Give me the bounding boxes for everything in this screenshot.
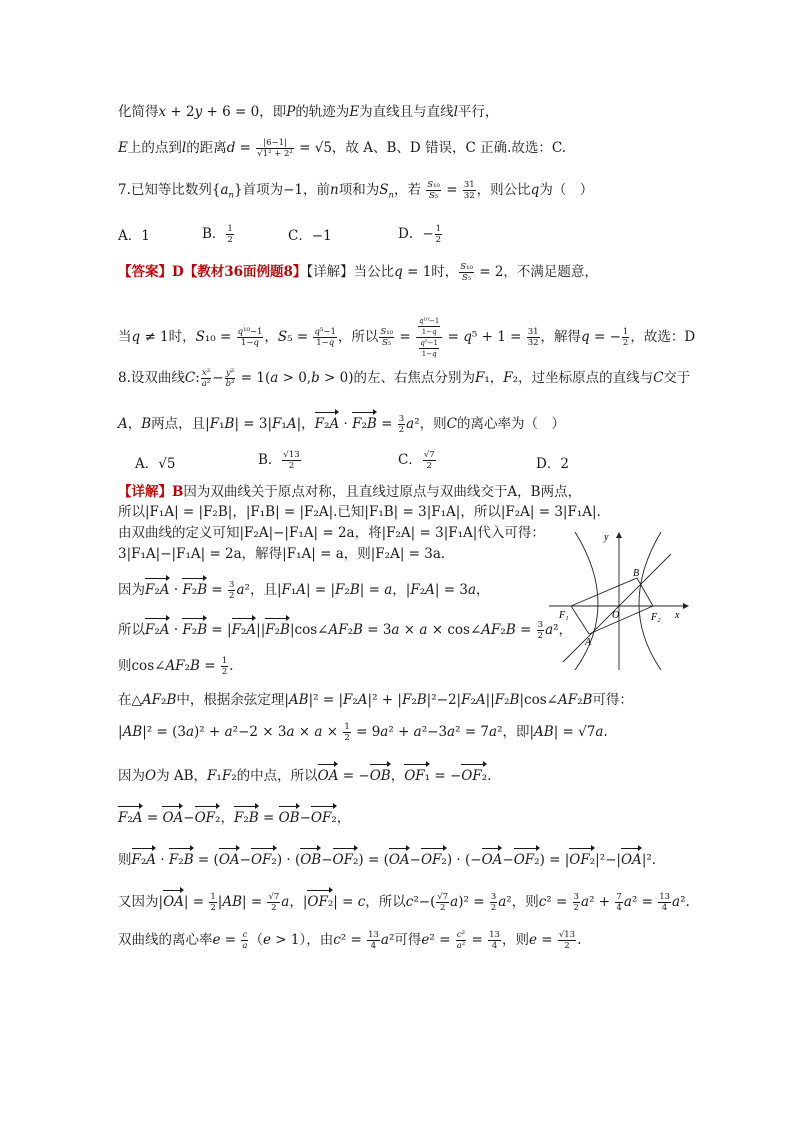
q8-s1: 因为双曲线关于原点对称，且直线过原点与双曲线交于A，B两点， bbox=[183, 484, 582, 500]
q7-solution-line: 当q ≠ 1时，S₁₀ = $\frac{\text{q¹⁰−1}}{1-q}$ ，S₅ = $\frac{\text{q⁵−1}}{1-q}$ ，所以 $\frac{\text{S₁₀}}{\text{S₅}}$ = $\frac{\frac{\text{q¹⁰−1}}{1-q}}{\frac{\text{q⁵−1}}{1-q}}$ = q⁵ + 1 = $\frac{31}{32}$ ，解得q = − $\frac{1}{2}$ ，故选：D bbox=[118, 317, 696, 358]
q8-option-a: A．√5 bbox=[135, 456, 176, 472]
q7-option-b: B． $\frac{1}{2}$ bbox=[202, 224, 233, 245]
q8-option-b: B． $\frac{√13}{2}$ bbox=[258, 450, 300, 471]
q8-solution-line-9: |AB|² = (3a)² + a²−2 × 3a × a × $\frac{1}{2}$ = 9a² + a²−3a² = 7a²，即|AB| = √7a. bbox=[118, 722, 608, 743]
line-through-origin bbox=[563, 554, 671, 662]
label-x: x bbox=[675, 610, 680, 621]
q7-answer-line: 【答案】D【教材36面例题8】【详解】当公比q = 1时， $\frac{\text{S₁₀}}{\text{S₅}}$ = 2，不满足题意， bbox=[118, 262, 598, 283]
q7-option-c: C．−1 bbox=[288, 228, 332, 244]
x-axis-arrow bbox=[683, 603, 689, 609]
q8-option-d: D．2 bbox=[536, 456, 569, 472]
hyperbola-figure bbox=[549, 530, 689, 670]
q8-detail-tag: 【详解】B bbox=[118, 484, 184, 500]
q8-solution-line-3: 由双曲线的定义可知|F₂A|−|F₁A| = 2a，将|F₂A| = 3|F₁A|代入可得： bbox=[118, 525, 545, 541]
q8-solution-line-14: 双曲线的离心率e = $\frac{c}{a}$ （e > 1），由c² = $\frac{13}{4}$ a²可得e² = $\frac{\text{c²}}{\text{a²}}$ = $\frac{13}{4}$ ，则e = $\frac{√13}{2}$ . bbox=[118, 930, 582, 951]
y-axis-arrow bbox=[616, 532, 622, 538]
q8-solution-line-5: 因为F₂A · F₂B = $\frac{3}{2}$ a²，且|F₁A| = |F₂B| = a，|F₂A| = 3a， bbox=[118, 576, 490, 601]
q8-solution-line-8: 在△AF₂B中，根据余弦定理|AB|² = |F₂A|² + |F₂B|²−2|F₂A||F₂B|cos∠AF₂B可得： bbox=[118, 692, 633, 708]
segment-f2-a bbox=[589, 606, 653, 634]
segment-f1-a bbox=[571, 606, 589, 634]
q7-option-d: D．− $\frac{1}{2}$ bbox=[398, 224, 442, 245]
q8-solution-line-11: F₂A = OA−OF₂，F₂B = OB−OF₂， bbox=[118, 804, 350, 828]
answer-tag: 【答案】D bbox=[118, 264, 184, 280]
q7-option-a: A．1 bbox=[118, 228, 150, 244]
detail-tag: 【详解】 bbox=[306, 264, 354, 280]
label-b: B bbox=[633, 568, 640, 579]
q8-solution-line-13: 又因为|OA| = $\frac{1}{2}$ |AB| = $\frac{√7}{2}$ a，|OF₂| = c，所以c²−( $\frac{√7}{2}$ a)² = $\frac{3}{2}$ a²，则c² = $\frac{3}{2}$ a² + $\frac{7}{4}$ a² = $\frac{13}{4}$ a². bbox=[118, 888, 690, 913]
label-o: O bbox=[612, 610, 620, 621]
text-line-1 bbox=[118, 102, 499, 122]
label-a: A bbox=[585, 637, 592, 648]
source-tag: 【教材36面例题8】 bbox=[183, 264, 307, 280]
question-8-stem-1: 8.设双曲线C: $\frac{\text{x²}}{\text{a²}}$ − $\frac{\text{y²}}{\text{b²}}$ = 1(a > 0,b > 0)的左、右焦点分别为F₁，F₂，过坐标原点的直线与C交于 bbox=[118, 368, 691, 389]
q8-option-c: C． $\frac{√7}{2}$ bbox=[398, 450, 435, 471]
label-y: y bbox=[604, 532, 609, 543]
q8-solution-line-12: 则F₂A · F₂B = (OA−OF₂) · (OB−OF₂) = (OA−OF₂) · (−OA−OF₂) = |OF₂|²−|OA|². bbox=[118, 846, 656, 870]
question-8-stem-2: A，B两点，且|F₁B| = 3|F₁A|，F₂A · F₂B = $\frac{3}{2}$ a²，则C的离心率为（ ） bbox=[118, 410, 565, 435]
q8-solution-line-7: 则cos∠AF₂B = $\frac{1}{2}$ . bbox=[118, 656, 234, 677]
segment-f1-b bbox=[571, 578, 637, 606]
hyperbola-left-branch bbox=[575, 532, 598, 670]
label-f1: F₁ bbox=[559, 610, 569, 621]
q8-solution-line-1 bbox=[118, 482, 581, 502]
label-f2: F₂ bbox=[651, 612, 661, 623]
q8-solution-line-4: 3|F₁A|−|F₁A| = 2a，解得|F₁A| = a，则|F₂A| = 3a. bbox=[118, 546, 446, 562]
line-1-content: 化简得x + 2y + 6 = 0，即P的轨迹为E为直线且与直线l平行， bbox=[118, 104, 499, 120]
q8-solution-line-2: 所以|F₁A| = |F₂B|，|F₁B| = |F₂A|.已知|F₁B| = 3|F₁A|，所以|F₂A| = 3|F₁A|. bbox=[118, 504, 601, 520]
q8-solution-line-10: 因为O为 AB，F₁F₂的中点，所以OA = −OB，OF₁ = −OF₂. bbox=[118, 762, 491, 786]
text-line-2: E上的点到l的距离d = $\frac{|6-1|}{\text{√1² + 2²}}$ = √5，故 A、B、D 错误，C 正确.故选：C. bbox=[118, 138, 567, 159]
q8-solution-line-6: 所以F₂A · F₂B = |F₂A||F₂B|cos∠AF₂B = 3a × a × cos∠AF₂B = $\frac{3}{2}$ a²， bbox=[118, 616, 572, 641]
question-7-stem: 7.已知等比数列$\{a_n\}$首项为−1，前n项和为$S_n$，若 $\frac{\text{S₁₀}}{\text{S₅}}$ = $\frac{31}{32}$ ，则公比q为（ ） bbox=[118, 180, 594, 201]
